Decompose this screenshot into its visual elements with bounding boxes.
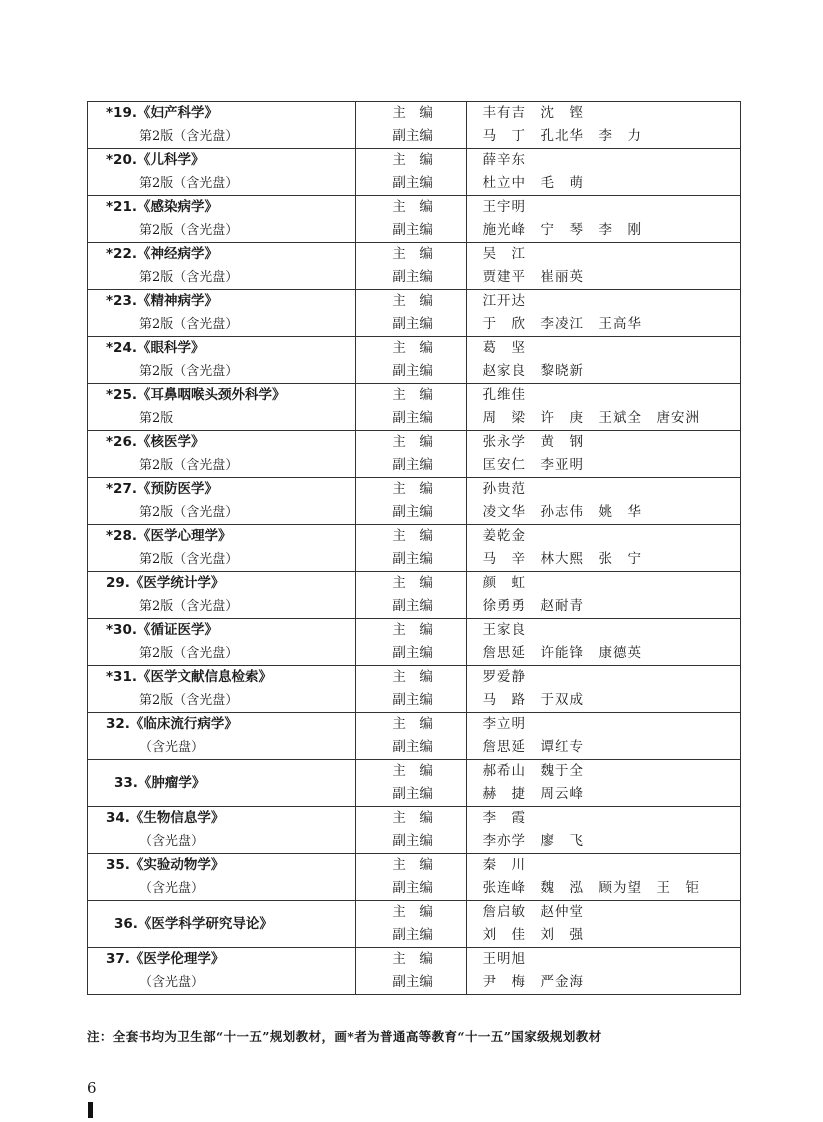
chief-editor-role: 主 编 [392,340,433,356]
deputy-editor-role: 副主编 [392,880,433,896]
deputy-editor-names: 马 丁 孔北华 李 力 [482,128,643,144]
table-row [88,102,741,149]
book-title-cell [88,525,356,572]
deputy-editor-role: 副主编 [392,504,433,520]
book-title-cell [88,102,356,149]
chief-editor-role: 主 编 [392,951,433,967]
book-edition: 第2版（含光盘） [139,129,239,144]
book-title: 32.《临床流行病学》 [106,716,238,732]
chief-editor-names: 葛 坚 [482,340,527,356]
book-edition: （含光盘） [139,881,205,896]
book-edition: 第2版（含光盘） [139,223,239,238]
table-row [88,948,741,995]
book-title-cell [88,384,356,431]
book-title-cell [88,196,356,243]
textbook-table [87,101,741,995]
deputy-editor-names: 于 欣 李凌江 王高华 [482,316,643,332]
role-cell [356,948,466,995]
chief-editor-names: 秦 川 [482,857,527,873]
book-title-cell [88,760,356,807]
book-title-cell [88,807,356,854]
book-title: *19.《妇产科学》 [106,105,218,121]
deputy-editor-names: 马 辛 林大熙 张 宁 [482,551,643,567]
chief-editor-names: 孙贵范 [482,481,527,497]
editors-cell [466,243,740,290]
table-row [88,713,741,760]
chief-editor-names: 罗爱静 [482,669,527,685]
editors-cell [466,619,740,666]
role-cell [356,384,466,431]
deputy-editor-names: 詹思延 许能锋 康德英 [482,645,643,661]
book-edition: 第2版（含光盘） [139,270,239,285]
table-row [88,572,741,619]
chief-editor-role: 主 编 [392,246,433,262]
chief-editor-names: 孔维佳 [482,387,527,403]
role-cell [356,196,466,243]
deputy-editor-role: 副主编 [392,786,433,802]
role-cell [356,290,466,337]
deputy-editor-role: 副主编 [392,833,433,849]
book-title-cell [88,901,356,948]
role-cell [356,666,466,713]
deputy-editor-names: 贾建平 崔丽英 [482,269,585,285]
role-cell [356,713,466,760]
role-cell [356,431,466,478]
deputy-editor-role: 副主编 [392,739,433,755]
table-row [88,149,741,196]
table-row [88,760,741,807]
table-row [88,619,741,666]
book-title: 33.《肿瘤学》 [114,774,206,791]
table-row [88,478,741,525]
book-edition: 第2版（含光盘） [139,364,239,379]
book-edition: 第2版（含光盘） [139,176,239,191]
book-title: 29.《医学统计学》 [106,575,225,591]
deputy-editor-names: 马 路 于双成 [482,692,585,708]
book-title-cell [88,431,356,478]
deputy-editor-names: 尹 梅 严金海 [482,974,585,990]
book-title-cell [88,243,356,290]
role-cell [356,337,466,384]
book-title-cell [88,619,356,666]
chief-editor-names: 颜 虹 [482,575,527,591]
page-number: 6 [87,1079,97,1097]
chief-editor-role: 主 编 [392,575,433,591]
book-title: *27.《预防医学》 [106,481,218,497]
editors-cell [466,290,740,337]
chief-editor-role: 主 编 [392,763,433,779]
book-title: *23.《精神病学》 [106,293,218,309]
role-cell [356,525,466,572]
deputy-editor-role: 副主编 [392,128,433,144]
book-title-cell [88,713,356,760]
book-edition: 第2版（含光盘） [139,599,239,614]
book-title-cell [88,478,356,525]
deputy-editor-role: 副主编 [392,551,433,567]
book-title-cell [88,290,356,337]
chief-editor-role: 主 编 [392,387,433,403]
chief-editor-names: 薛辛东 [482,152,527,168]
book-title-cell [88,337,356,384]
deputy-editor-role: 副主编 [392,645,433,661]
editors-cell [466,431,740,478]
book-edition: 第2版（含光盘） [139,646,239,661]
table-row [88,901,741,948]
book-edition: 第2版（含光盘） [139,552,239,567]
editors-cell [466,478,740,525]
table-row [88,290,741,337]
deputy-editor-names: 施光峰 宁 琴 李 刚 [482,222,643,238]
deputy-editor-role: 副主编 [392,974,433,990]
deputy-editor-role: 副主编 [392,598,433,614]
book-title: 36.《医学科学研究导论》 [114,915,273,932]
book-title-cell [88,666,356,713]
book-title: *21.《感染病学》 [106,199,218,215]
deputy-editor-names: 凌文华 孙志伟 姚 华 [482,504,643,520]
table-row [88,243,741,290]
chief-editor-role: 主 编 [392,904,433,920]
role-cell [356,149,466,196]
book-title: 34.《生物信息学》 [106,810,225,826]
deputy-editor-names: 詹思延 谭红专 [482,739,585,755]
role-cell [356,760,466,807]
table-row [88,525,741,572]
chief-editor-names: 李立明 [482,716,527,732]
table-row [88,196,741,243]
book-title-cell [88,572,356,619]
chief-editor-names: 詹启敏 赵仲堂 [482,904,585,920]
editors-cell [466,807,740,854]
page-marker-bar [88,1102,93,1118]
chief-editor-names: 李 霞 [482,810,527,826]
book-title: *22.《神经病学》 [106,246,218,262]
deputy-editor-names: 李亦学 廖 飞 [482,833,585,849]
book-title: *24.《眼科学》 [106,340,205,356]
book-title: *30.《循证医学》 [106,622,218,638]
book-title: *25.《耳鼻咽喉头颈外科学》 [106,387,286,403]
chief-editor-role: 主 编 [392,293,433,309]
book-title: 37.《医学伦理学》 [106,951,225,967]
chief-editor-names: 王明旭 [482,951,527,967]
book-edition: 第2版（含光盘） [139,458,239,473]
chief-editor-role: 主 编 [392,669,433,685]
book-title: *20.《儿科学》 [106,152,205,168]
deputy-editor-role: 副主编 [392,457,433,473]
book-title-cell [88,948,356,995]
chief-editor-role: 主 编 [392,105,433,121]
book-edition: 第2版 [139,411,174,426]
editors-cell [466,666,740,713]
editors-cell [466,149,740,196]
book-edition: 第2版（含光盘） [139,693,239,708]
role-cell [356,478,466,525]
editors-cell [466,854,740,901]
book-title: *31.《医学文献信息检索》 [106,669,272,685]
deputy-editor-role: 副主编 [392,363,433,379]
deputy-editor-role: 副主编 [392,927,433,943]
role-cell [356,243,466,290]
deputy-editor-names: 徐勇勇 赵耐青 [482,598,585,614]
book-title: *26.《核医学》 [106,434,205,450]
deputy-editor-role: 副主编 [392,269,433,285]
table-row [88,854,741,901]
deputy-editor-names: 周 梁 许 庚 王斌全 唐安洲 [482,410,701,426]
editors-cell [466,384,740,431]
table-body [88,102,741,995]
book-edition: 第2版（含光盘） [139,317,239,332]
table-row [88,337,741,384]
table-row [88,807,741,854]
role-cell [356,572,466,619]
chief-editor-names: 江开达 [482,293,527,309]
deputy-editor-role: 副主编 [392,175,433,191]
table-row [88,384,741,431]
deputy-editor-names: 匡安仁 李亚明 [482,457,585,473]
chief-editor-role: 主 编 [392,622,433,638]
role-cell [356,619,466,666]
editors-cell [466,713,740,760]
role-cell [356,102,466,149]
book-edition: （含光盘） [139,975,205,990]
table-row [88,666,741,713]
book-title: 35.《实验动物学》 [106,857,225,873]
deputy-editor-names: 赫 捷 周云峰 [482,786,585,802]
book-edition: 第2版（含光盘） [139,505,239,520]
editors-cell [466,948,740,995]
role-cell [356,854,466,901]
role-cell [356,807,466,854]
chief-editor-role: 主 编 [392,810,433,826]
deputy-editor-role: 副主编 [392,222,433,238]
deputy-editor-names: 杜立中 毛 萌 [482,175,585,191]
chief-editor-role: 主 编 [392,716,433,732]
editors-cell [466,525,740,572]
chief-editor-names: 郝希山 魏于全 [482,763,585,779]
chief-editor-role: 主 编 [392,152,433,168]
editors-cell [466,901,740,948]
book-title-cell [88,149,356,196]
table-row [88,431,741,478]
deputy-editor-role: 副主编 [392,316,433,332]
editors-cell [466,572,740,619]
deputy-editor-role: 副主编 [392,692,433,708]
chief-editor-names: 张永学 黄 钢 [482,434,585,450]
book-title: *28.《医学心理学》 [106,528,232,544]
chief-editor-names: 丰有吉 沈 铿 [482,105,585,121]
editors-cell [466,102,740,149]
book-edition: （含光盘） [139,740,205,755]
footnote: 注：全套书均为卫生部“十一五”规划教材，画*者为普通高等教育“十一五”国家级规划教材 [87,1029,602,1044]
chief-editor-role: 主 编 [392,481,433,497]
chief-editor-role: 主 编 [392,199,433,215]
chief-editor-names: 姜乾金 [482,528,527,544]
book-title-cell [88,854,356,901]
chief-editor-names: 王家良 [482,622,527,638]
chief-editor-role: 主 编 [392,528,433,544]
deputy-editor-role: 副主编 [392,410,433,426]
editors-cell [466,760,740,807]
book-edition: （含光盘） [139,834,205,849]
editors-cell [466,196,740,243]
chief-editor-role: 主 编 [392,857,433,873]
deputy-editor-names: 刘 佳 刘 强 [482,927,585,943]
deputy-editor-names: 张连峰 魏 泓 顾为望 王 钜 [482,880,701,896]
chief-editor-role: 主 编 [392,434,433,450]
role-cell [356,901,466,948]
editors-cell [466,337,740,384]
chief-editor-names: 吴 江 [482,246,527,262]
deputy-editor-names: 赵家良 黎晓新 [482,363,585,379]
chief-editor-names: 王宇明 [482,199,527,215]
